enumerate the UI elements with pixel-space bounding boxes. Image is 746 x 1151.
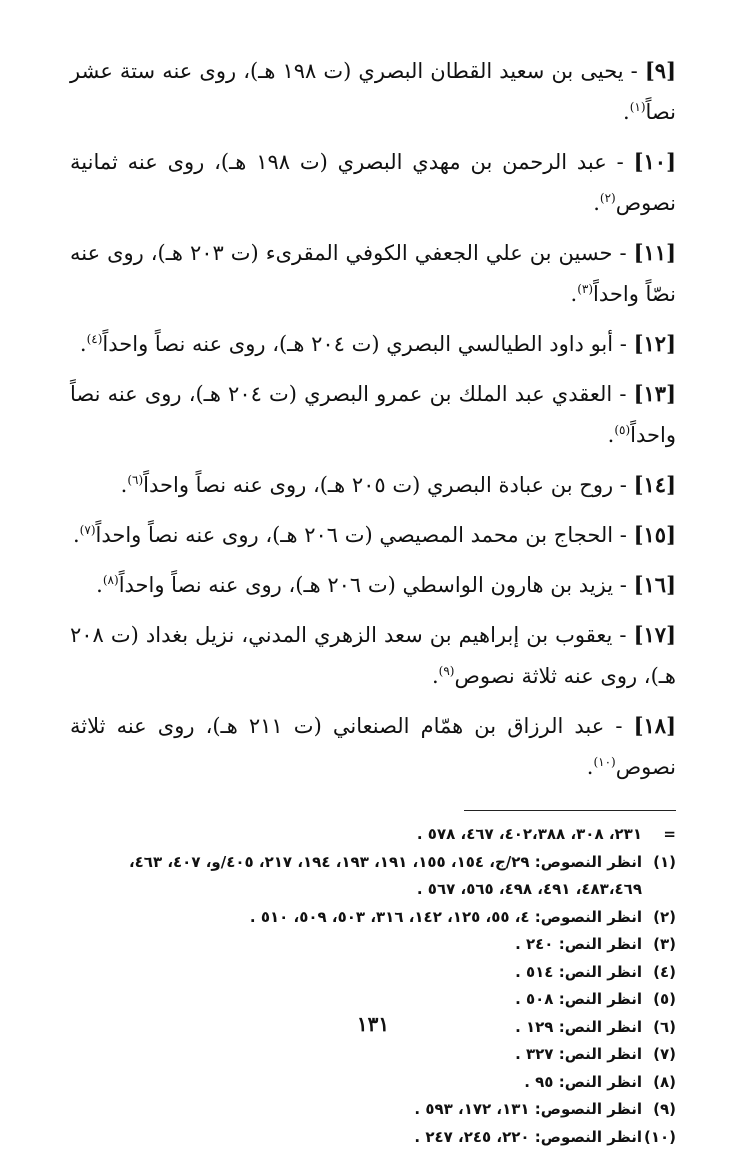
narrator-entry: [١٧] - يعقوب بن إبراهيم بن سعد الزهري المدني، نزيل بغداد (ت ٢٠٨ هـ)، روى عنه ثلاثة نصوص$^{(٩)}$. — [70, 614, 676, 697]
footnote-ref[interactable]: (١٠) — [593, 755, 615, 769]
entry-text: - يحيى بن سعيد القطان البصري (ت ١٩٨ هـ)، روى عنه ستة عشر نصاً — [70, 59, 676, 124]
footnote — [70, 849, 676, 904]
footnote-ref[interactable]: (٧) — [80, 523, 96, 537]
footnote — [70, 931, 676, 959]
footnote-ref[interactable]: (٣) — [577, 282, 593, 296]
footnote-number: (٧) — [642, 1041, 676, 1069]
entry-text: - يعقوب بن إبراهيم بن سعد الزهري المدني، نزيل بغداد (ت ٢٠٨ هـ)، روى عنه ثلاثة نصوص — [70, 623, 676, 688]
footnote — [70, 1124, 676, 1151]
entry-number: [١٣] — [634, 381, 676, 406]
footnote-ref[interactable]: (٤) — [87, 332, 103, 346]
footnote — [70, 959, 676, 987]
footnote-number: (١٠) — [642, 1124, 676, 1151]
footnote-ref[interactable]: (٨) — [103, 573, 119, 587]
page-number: ١٣١ — [0, 1012, 746, 1036]
footnote — [70, 1069, 676, 1097]
footnote-number: (٥) — [642, 986, 676, 1014]
entry-text: - عبد الرحمن بن مهدي البصري (ت ١٩٨ هـ)، روى عنه ثمانية نصوص — [70, 150, 676, 215]
entry-number: [١٢] — [634, 331, 676, 356]
entry-text: - أبو داود الطيالسي البصري (ت ٢٠٤ هـ)، روى عنه نصاً واحداً — [102, 332, 633, 356]
footnote-continuation — [70, 821, 676, 849]
footnote-number: (٤) — [642, 959, 676, 987]
footnote — [70, 986, 676, 1014]
footnote-text: انظر النص: ٥٠٨ . — [70, 986, 642, 1014]
footnote-number: (٨) — [642, 1069, 676, 1097]
entry-text: - حسين بن علي الجعفي الكوفي المقرىء (ت ٢٠٣ هـ)، روى عنه نصّاً واحداً — [70, 241, 676, 306]
narrator-entry: [١٥] - الحجاج بن محمد المصيصي (ت ٢٠٦ هـ)، روى عنه نصاً واحداً$^{(٧)}$. — [70, 514, 676, 556]
footnote-number: (١) — [642, 849, 676, 877]
entry-number: [٩] — [645, 58, 676, 83]
entry-text: - عبد الرزاق بن همّام الصنعاني (ت ٢١١ هـ)، روى عنه ثلاثة نصوص — [70, 714, 676, 779]
footnote-text: انظر النص: ٣٢٧ . — [70, 1041, 642, 1069]
footnotes — [70, 821, 676, 1151]
footnote-number: (٣) — [642, 931, 676, 959]
entry-text: - الحجاج بن محمد المصيصي (ت ٢٠٦ هـ)، روى عنه نصاً واحداً — [96, 523, 634, 547]
footnote-number: (٩) — [642, 1096, 676, 1124]
entry-number: [١٠] — [634, 149, 676, 174]
narrators-list — [70, 50, 676, 788]
narrator-entry: [١٠] - عبد الرحمن بن مهدي البصري (ت ١٩٨ هـ)، روى عنه ثمانية نصوص$^{(٢)}$. — [70, 141, 676, 224]
entry-text: - روح بن عبادة البصري (ت ٢٠٥ هـ)، روى عنه نصاً واحداً — [143, 473, 633, 497]
entry-number: [١١] — [634, 240, 676, 265]
narrator-entry: [٩] - يحيى بن سعيد القطان البصري (ت ١٩٨ هـ)، روى عنه ستة عشر نصاً$^{(١)}$. — [70, 50, 676, 133]
footnote-ref[interactable]: (٥) — [614, 423, 630, 437]
entry-number: [١٥] — [634, 522, 676, 547]
entry-number: [١٤] — [634, 472, 676, 497]
footnote-number: (٦) — [642, 1014, 676, 1042]
footnote-text: انظر النص: ٩٥ . — [70, 1069, 642, 1097]
entry-number: [١٧] — [634, 622, 676, 647]
entry-number: [١٨] — [634, 713, 676, 738]
narrator-entry: [١٨] - عبد الرزاق بن همّام الصنعاني (ت ٢١١ هـ)، روى عنه ثلاثة نصوص$^{(١٠)}$. — [70, 705, 676, 788]
narrator-entry: [١١] - حسين بن علي الجعفي الكوفي المقرىء (ت ٢٠٣ هـ)، روى عنه نصّاً واحداً$^{(٣)}$. — [70, 232, 676, 315]
footnote-ref[interactable]: (١) — [630, 100, 646, 114]
footnote-ref[interactable]: (٩) — [439, 664, 455, 678]
narrator-entry: [١٣] - العقدي عبد الملك بن عمرو البصري (ت ٢٠٤ هـ)، روى عنه نصاً واحداً$^{(٥)}$. — [70, 373, 676, 456]
footnote — [70, 1096, 676, 1124]
footnote — [70, 904, 676, 932]
footnote-text: انظر النص: ٥١٤ . — [70, 959, 642, 987]
narrator-entry: [١٦] - يزيد بن هارون الواسطي (ت ٢٠٦ هـ)، روى عنه نصاً واحداً$^{(٨)}$. — [70, 564, 676, 606]
footnote-text: انظر النصوص: ٤، ٥٥، ١٢٥، ١٤٢، ٣١٦، ٥٠٣، ٥٠٩، ٥١٠ . — [70, 904, 642, 932]
narrator-entry: [١٤] - روح بن عبادة البصري (ت ٢٠٥ هـ)، روى عنه نصاً واحداً$^{(٦)}$. — [70, 464, 676, 506]
footnote-number: (٢) — [642, 904, 676, 932]
entry-text: - العقدي عبد الملك بن عمرو البصري (ت ٢٠٤ هـ)، روى عنه نصاً واحداً — [70, 382, 676, 447]
footnote-text: انظر النصوص: ١٣١، ١٧٢، ٥٩٣ . — [70, 1096, 642, 1124]
footnote-text: انظر النصوص: ٢٩/ج، ١٥٤، ١٥٥، ١٩١، ١٩٣، ١٩٤، ٢١٧، ٤٠٥/و، ٤٠٧، ٤٦٣، ٤٨٣،٤٦٩، ٤٩١، ٤٩٨، ٥٦٥، ٥٦٧ . — [70, 849, 642, 904]
footnote-text: ٢٣١، ٣٠٨، ٤٠٢،٣٨٨، ٤٦٧، ٥٧٨ . — [70, 821, 642, 849]
footnote-separator — [464, 810, 676, 811]
footnote-number: = — [642, 821, 676, 849]
footnote-ref[interactable]: (٢) — [600, 191, 616, 205]
footnote-text: انظر النص: ١٢٩ . — [70, 1014, 642, 1042]
footnote-text: انظر النص: ٢٤٠ . — [70, 931, 642, 959]
footnote-ref[interactable]: (٦) — [127, 473, 143, 487]
entry-number: [١٦] — [634, 572, 676, 597]
entry-text: - يزيد بن هارون الواسطي (ت ٢٠٦ هـ)، روى عنه نصاً واحداً — [119, 573, 634, 597]
footnote — [70, 1041, 676, 1069]
footnote-text: انظر النصوص: ٢٢٠، ٢٤٥، ٢٤٧ . — [70, 1124, 642, 1151]
narrator-entry: [١٢] - أبو داود الطيالسي البصري (ت ٢٠٤ هـ)، روى عنه نصاً واحداً$^{(٤)}$. — [70, 323, 676, 365]
